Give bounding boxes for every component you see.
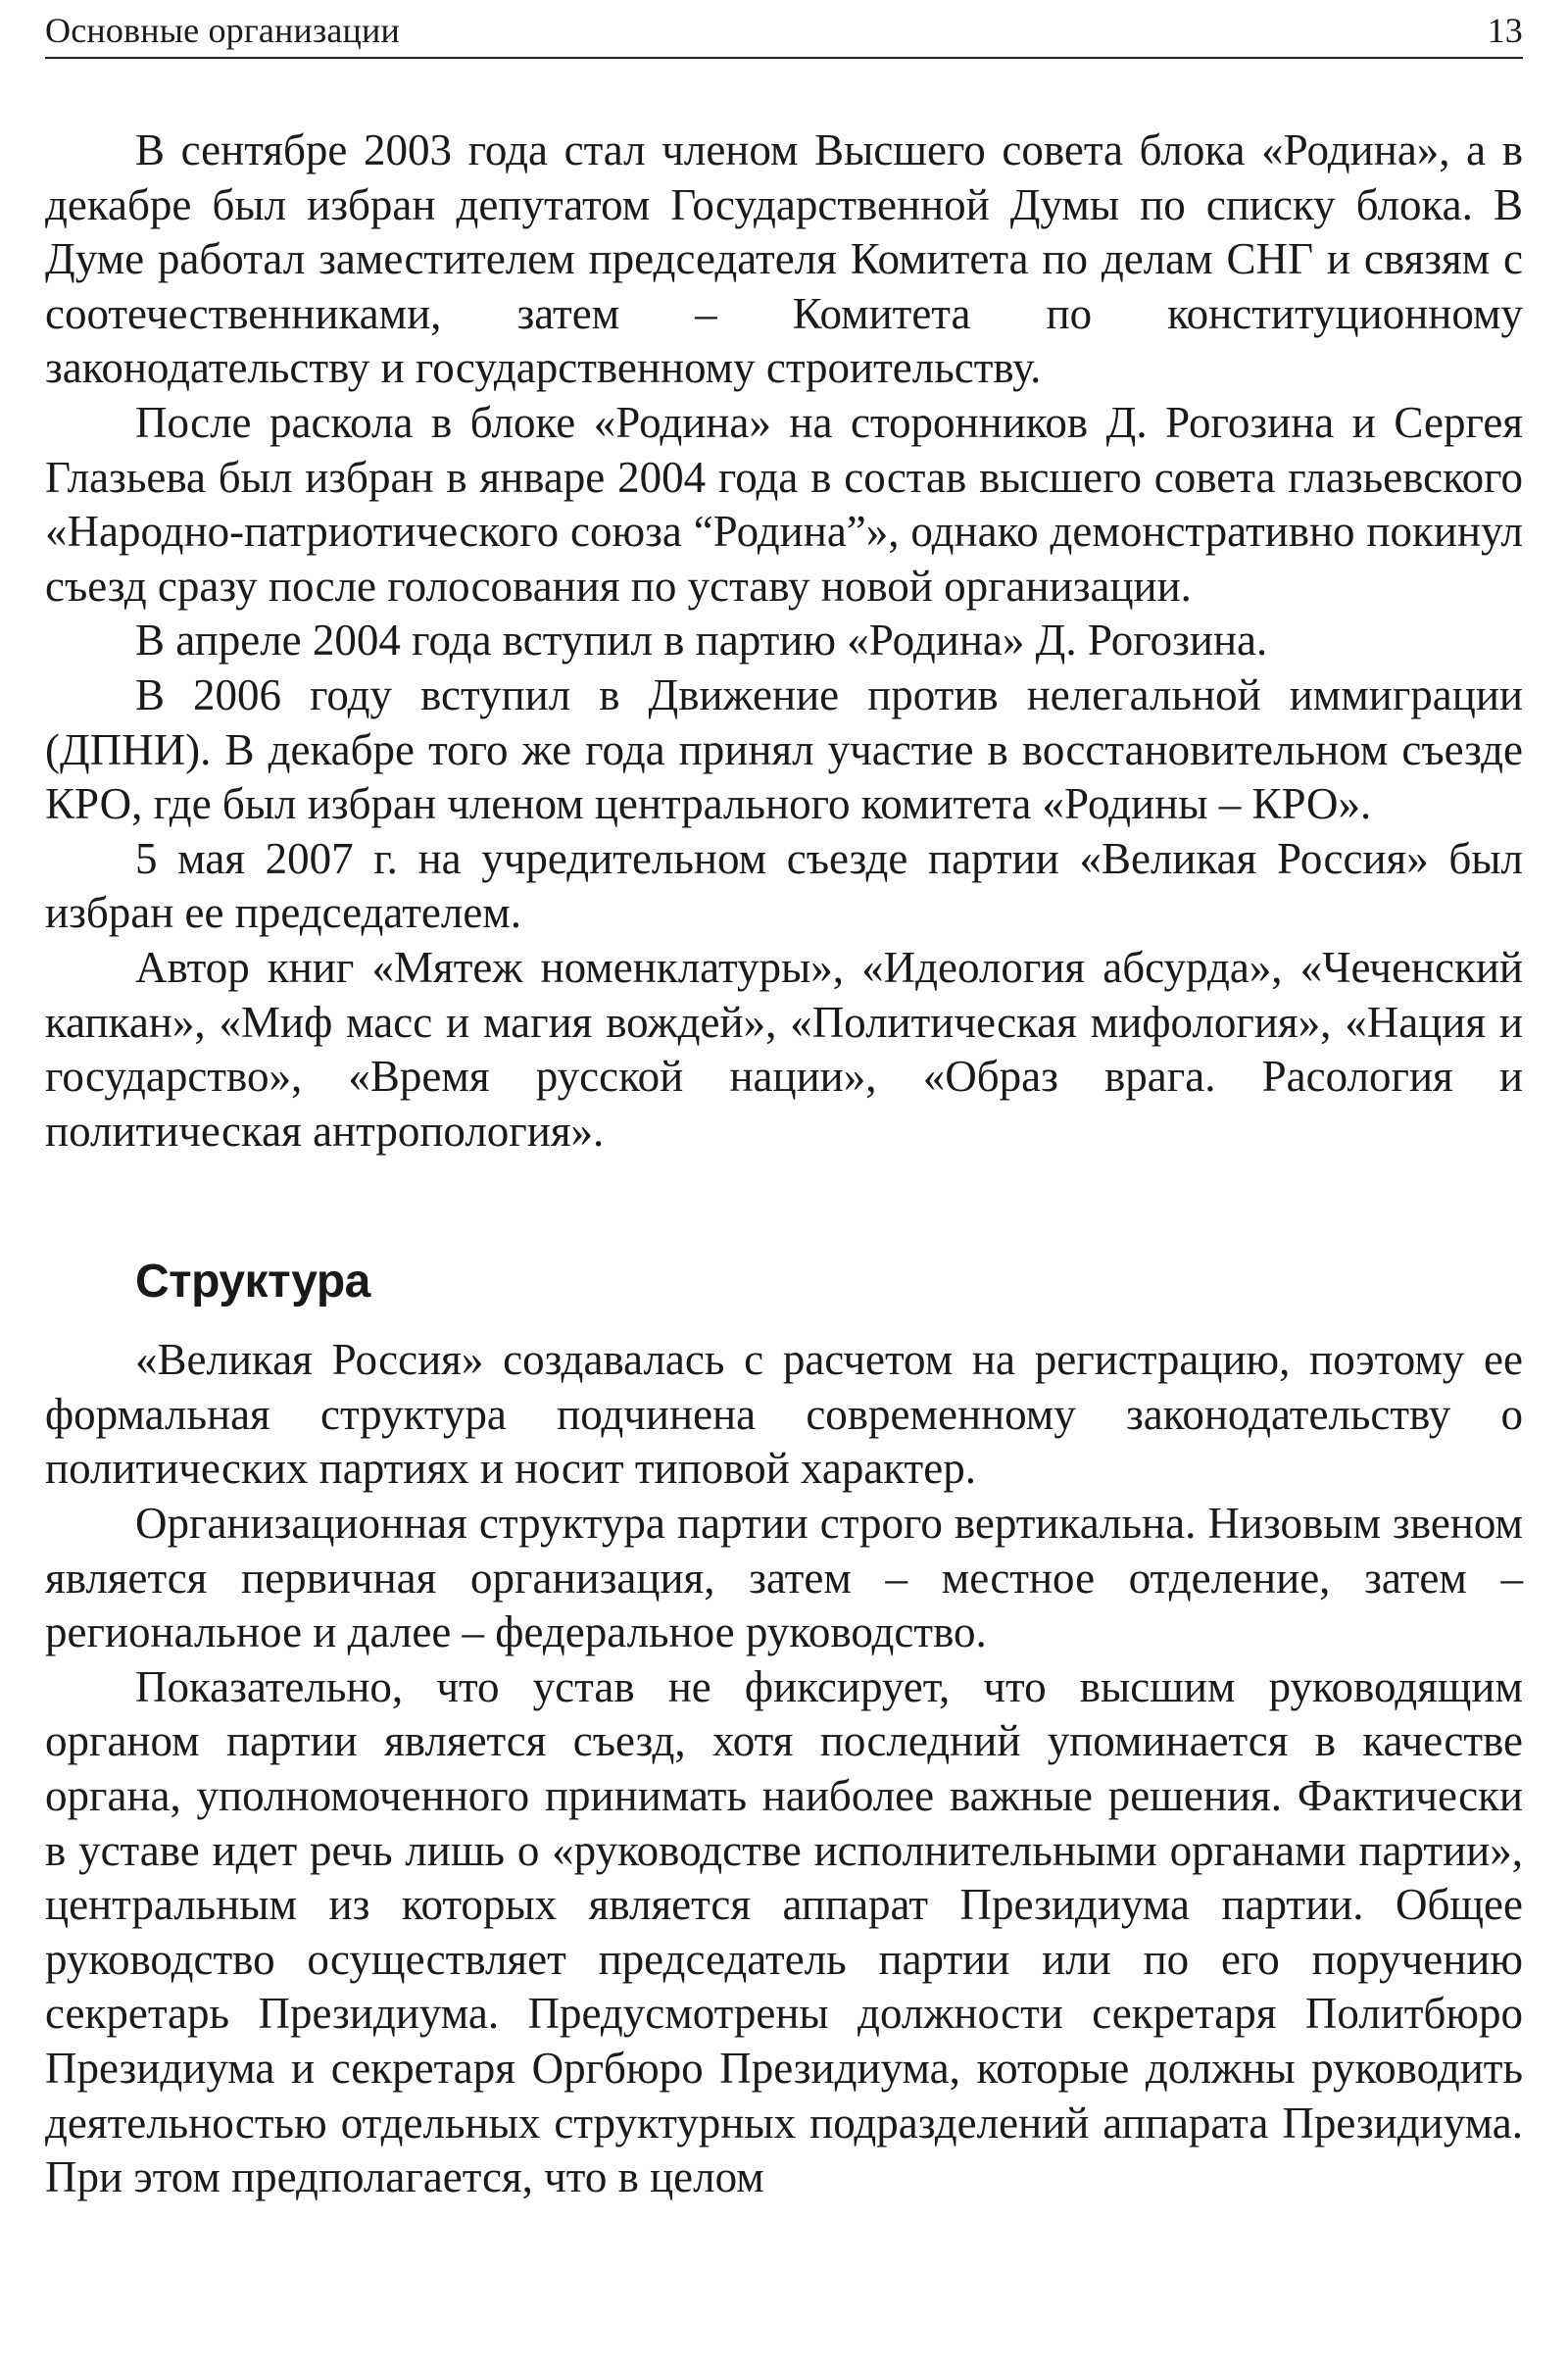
section-heading: Структура [135, 1256, 370, 1308]
paragraph-vertical-structure: Организационная структура партии строго вертикальна. Низовым звеном является первичная организация, затем – местное отделение, затем – региональное и далее – федеральное руководство. [45, 1499, 1523, 1657]
running-head [45, 0, 1523, 59]
body-text [45, 123, 1523, 2205]
paragraph-april-2004: В апреле 2004 года вступил в партию «Родина» Д. Рогозина. [135, 616, 1268, 666]
paragraph-dpni: В 2006 году вступил в Движение против нелегальной иммиграции (ДПНИ). В декабре того же года принял участие в восстановительном съезде КРО, где был избран членом центрального комитета «Родины – КРО». [45, 669, 1523, 829]
paragraph-books: Автор книг «Мятеж номенклатуры», «Идеология абсурда», «Чеченский капкан», «Миф масс и магия вождей», «Политическая мифология», «Нация и государство», «Время русской нации», «Образ врага. Расология и политическая антропология». [45, 942, 1523, 1156]
paragraph-registration: «Великая Россия» создавалась с расчетом на регистрацию, поэтому ее формальная структура подчинена современному законодательству о политических партиях и носит типовой характер. [45, 1335, 1523, 1494]
paragraph-charter: Показательно, что устав не фиксирует, что высшим руководящим органом партии является съезд, хотя последний упоминается в качестве органа, уполномоченного принимать наиболее важные решения. Фактически в уставе идет речь лишь о «руководстве исполнительными органами партии», центральным из которых является аппарат Президиума партии. Общее руководство осуществляет председатель партии или по его поручению секретарь Президиума. Предусмотрены должности секретаря Политбюро Президиума и секретаря Оргбюро Президиума, которые должны руководить деятельностью отдельных структурных подразделений аппарата Президиума. При этом предполагается, что в целом [45, 1661, 1523, 2202]
paragraph-may-2007: 5 мая 2007 г. на учредительном съезде партии «Великая Россия» был избран ее председателем. [45, 833, 1523, 938]
book-page [45, 0, 1523, 2205]
paragraph-duma: В сентябре 2003 года стал членом Высшего совета блока «Родина», а в декабре был избран депутатом Государственной Думы по списку блока. В Думе работал заместителем председателя Комитета по делам СНГ и связям с соотечественниками, затем – Комитета по конституционному законодательству и государственному строительству. [45, 125, 1523, 393]
running-head-title: Основные организации [45, 11, 400, 50]
page-number: 13 [1487, 11, 1523, 50]
paragraph-rodina-split: После раскола в блоке «Родина» на сторонников Д. Рогозина и Сергея Глазьева был избран в январе 2004 года в состав высшего совета глазьевского «Народно-патриотического союза “Родина”», однако демонстративно покинул съезд сразу после голосования по уставу новой организации. [45, 397, 1523, 611]
